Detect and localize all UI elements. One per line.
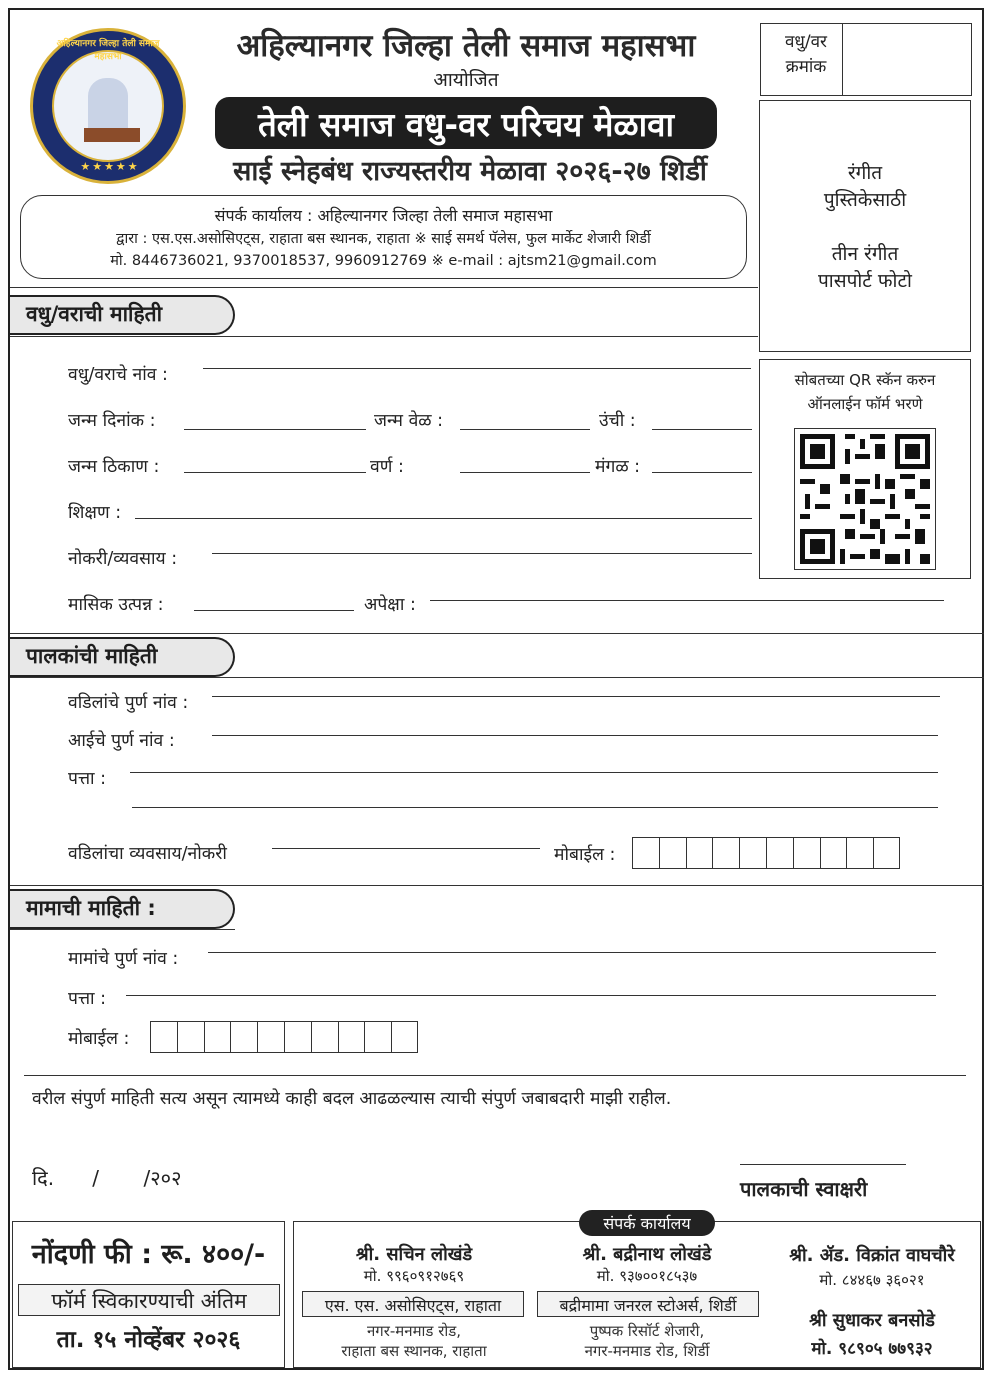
qr-instructions — [759, 368, 971, 416]
complexion-label: वर्ण : — [370, 457, 404, 477]
section-divider — [10, 929, 235, 930]
event-subtitle: साई स्नेहबंध राज्यस्तरीय मेळावा २०२६-२७ शिर्डी — [233, 156, 707, 187]
uncle-address-field[interactable] — [126, 995, 936, 996]
mother-name-label: आईचे पुर्ण नांव : — [68, 731, 175, 751]
contact-person-1-name: श्री. सचिन लोखंडे — [355, 1244, 473, 1265]
candidate-section-title: वधु/वराची माहिती — [26, 302, 163, 326]
contact-person-1-address — [300, 1321, 528, 1361]
contact-person-2-name: श्री. बद्रीनाथ लोखंडे — [582, 1244, 712, 1265]
qr-code-icon[interactable] — [794, 428, 936, 570]
uncle-section-title: मामाची माहिती : — [26, 896, 156, 920]
contact-address: द्वारा : एस.एस.असोसिएट्स, राहाता बस स्थानक, राहाता ※ साई समर्थ पॅलेस, फुल मार्केट शेजारी शिर्डी — [116, 231, 651, 247]
contact-person-4-name: श्री सुधाकर बनसोडे — [809, 1310, 935, 1331]
candidate-name-label: वधु/वराचे नांव : — [68, 365, 168, 385]
organization-title: अहिल्यानगर जिल्हा तेली समाज महासभा — [236, 28, 696, 64]
signature-label: पालकाची स्वाक्षरी — [740, 1177, 868, 1201]
serial-label — [770, 30, 842, 80]
registration-fee: नोंदणी फी : रू. ४००/- — [31, 1239, 266, 1270]
photo-line-2: पुस्तिकेसाठी — [823, 189, 907, 211]
height-field[interactable] — [652, 429, 752, 430]
parent-address-field-2[interactable] — [132, 807, 938, 808]
contact-office: संपर्क कार्यालय : अहिल्यानगर जिल्हा तेली समाज महासभा — [214, 206, 553, 225]
logo-stars: ★★★★★ — [80, 160, 140, 173]
contact-person-2-address-2: नगर-मनमाड रोड, शिर्डी — [584, 1342, 710, 1360]
header-divider — [10, 287, 758, 288]
parents-section-title: पालकांची माहिती — [26, 644, 158, 668]
contact-person-1-address-2: राहाता बस स्थानक, राहाता — [341, 1342, 487, 1360]
job-label: नोकरी/व्यवसाय : — [68, 549, 178, 569]
uncle-address-label: पत्ता : — [68, 989, 107, 1009]
job-field[interactable] — [212, 553, 752, 554]
mangal-field[interactable] — [652, 472, 752, 473]
contact-person-2-mobile: मो. ९३७००१८५३७ — [596, 1267, 698, 1285]
contact-person-3-name: श्री. ॲड. विक्रांत वाघचौरे — [789, 1245, 955, 1266]
expectation-field[interactable] — [430, 600, 944, 601]
signature-line[interactable] — [740, 1164, 906, 1165]
complexion-field[interactable] — [460, 472, 590, 473]
dob-label: जन्म दिनांक : — [68, 411, 156, 431]
section-divider — [10, 677, 984, 678]
serial-label-2: क्रमांक — [785, 57, 827, 77]
photo-line-3: तीन रंगीत — [831, 243, 899, 265]
declaration-text: वरील संपुर्ण माहिती सत्य असून त्यामध्ये काही बदल आढळल्यास त्याची संपुर्ण जबाबदारी माझी राहील. — [32, 1089, 672, 1109]
logo-book — [84, 128, 140, 142]
section-divider — [10, 633, 984, 634]
contact-person-1-shop: एस. एस. असोसिएट्स, राहाता — [324, 1296, 502, 1315]
contact-person-1-address-1: नगर-मनमाड रोड, — [366, 1322, 462, 1340]
qr-line-2: ऑनलाईन फॉर्म भरणे — [807, 395, 923, 413]
expectation-label: अपेक्षा : — [364, 595, 416, 615]
contact-person-1-mobile: मो. ९९६०९१२७६९ — [363, 1267, 465, 1285]
date-line[interactable]: दि. / /२०२ — [32, 1166, 182, 1190]
deadline-date: ता. १५ नोव्हेंबर २०२६ — [56, 1327, 241, 1353]
birth-place-field[interactable] — [184, 472, 366, 473]
father-job-field[interactable] — [272, 848, 540, 849]
parent-address-label: पत्ता : — [68, 769, 107, 789]
serial-divider — [842, 23, 843, 96]
uncle-mobile-field[interactable] — [150, 1021, 418, 1053]
photo-line-1: रंगीत — [847, 162, 883, 184]
father-job-label: वडिलांचा व्यवसाय/नोकरी — [68, 844, 227, 864]
mother-name-field[interactable] — [212, 735, 938, 736]
mangal-label: मंगळ : — [595, 457, 641, 477]
education-field[interactable] — [135, 518, 752, 519]
qr-line-1: सोबतच्या QR स्कॅन करुन — [794, 371, 936, 389]
parent-address-field-1[interactable] — [130, 772, 938, 773]
education-label: शिक्षण : — [68, 503, 122, 523]
deadline-label: फॉर्म स्विकारण्याची अंतिम — [51, 1289, 247, 1313]
contact-person-3-mobile: मो. ८४४६७ ३६०२१ — [819, 1271, 925, 1289]
uncle-name-field[interactable] — [208, 952, 936, 953]
height-label: उंची : — [599, 411, 636, 431]
contact-person-2-address — [532, 1321, 762, 1361]
declaration-divider — [24, 1075, 966, 1076]
uncle-mobile-label: मोबाईल : — [68, 1029, 130, 1049]
organized-by: आयोजित — [433, 69, 499, 91]
section-divider — [10, 885, 984, 886]
office-title: संपर्क कार्यालय — [603, 1214, 691, 1233]
birth-time-field[interactable] — [460, 429, 590, 430]
contact-person-2-shop: बद्रीमामा जनरल स्टोअर्स, शिर्डी — [559, 1296, 737, 1315]
birth-place-label: जन्म ठिकाण : — [68, 457, 160, 477]
uncle-name-label: मामांचे पुर्ण नांव : — [68, 949, 179, 969]
contact-phones: मो. 8446736021, 9370018537, 9960912769 ※ e-mail : ajtsm21@gmail.com — [110, 253, 657, 269]
dob-field[interactable] — [184, 429, 366, 430]
father-name-label: वडिलांचे पुर्ण नांव : — [68, 693, 189, 713]
father-name-field[interactable] — [212, 696, 940, 697]
section-divider — [10, 336, 758, 337]
photo-instructions — [759, 160, 971, 295]
income-field[interactable] — [194, 610, 354, 611]
parent-mobile-field[interactable] — [632, 837, 900, 869]
event-title: तेली समाज वधु-वर परिचय मेळावा — [257, 105, 675, 144]
income-label: मासिक उत्पन्न : — [68, 595, 164, 615]
parent-mobile-label: मोबाईल : — [554, 845, 616, 865]
birth-time-label: जन्म वेळ : — [374, 411, 444, 431]
candidate-name-field[interactable] — [203, 368, 751, 369]
serial-label-1: वधु/वर — [784, 32, 828, 52]
contact-person-2-address-1: पुष्पक रिसॉर्ट शेजारी, — [589, 1322, 705, 1340]
photo-line-4: पासपोर्ट फोटो — [818, 270, 912, 292]
logo-text: अहिल्यानगर जिल्हा तेली समाज महासभा — [56, 39, 160, 62]
contact-person-4-mobile: मो. ९८९०५ ७७९३२ — [811, 1339, 933, 1359]
